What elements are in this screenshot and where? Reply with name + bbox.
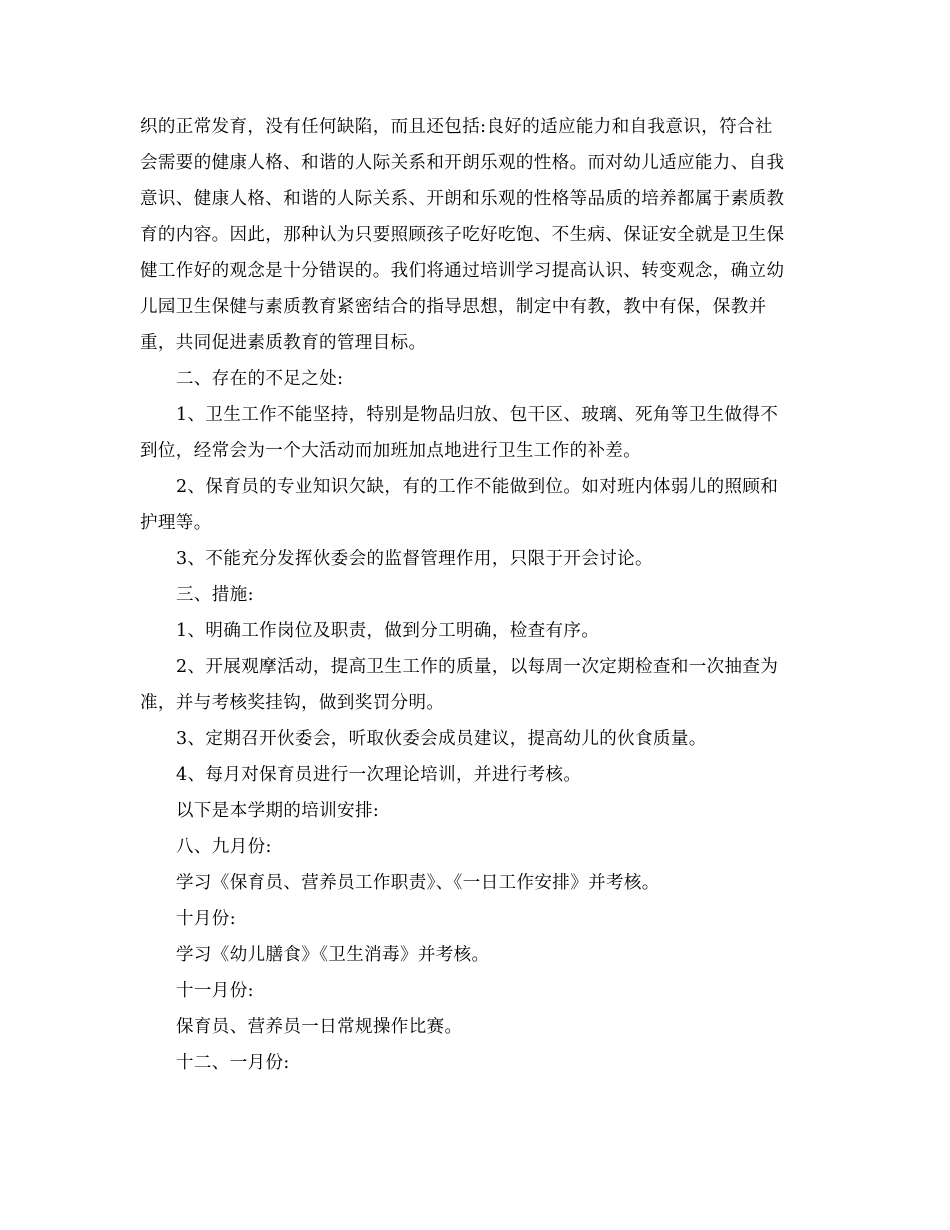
- schedule-content: 学习《幼儿膳食》《卫生消毒》并考核。: [176, 945, 490, 965]
- text-line: 到位，经常会为一个大活动而加班加点地进行卫生工作的补差。: [140, 441, 642, 461]
- section-heading: 二、存在的不足之处:: [176, 369, 344, 389]
- text-line: 会需要的健康人格、和谐的人际关系和开朗乐观的性格。而对幼儿适应能力、自我: [140, 153, 785, 173]
- text-line: 儿园卫生保健与素质教育紧密结合的指导思想，制定中有教，教中有保，保教并: [140, 297, 767, 317]
- text-line: 1、卫生工作不能坚持，特别是物品归放、包干区、玻璃、死角等卫生做得不: [176, 405, 779, 425]
- text-line: 织的正常发育，没有任何缺陷，而且还包括:良好的适应能力和自我意识，符合社: [140, 117, 773, 137]
- text-line: 2、开展观摩活动，提高卫生工作的质量，以每周一次定期检查和一次抽查为: [176, 657, 779, 677]
- section-heading: 三、措施:: [176, 585, 254, 605]
- text-line: 2、保育员的专业知识欠缺，有的工作不能做到位。如对班内体弱儿的照顾和: [176, 477, 779, 497]
- schedule-month: 八、九月份:: [176, 837, 272, 857]
- text-line: 健工作好的观念是十分错误的。我们将通过培训学习提高认识、转变观念，确立幼: [140, 261, 785, 281]
- text-line: 育的内容。因此，那种认为只要照顾孩子吃好吃饱、不生病、保证安全就是卫生保: [140, 225, 785, 245]
- text-line: 4、每月对保育员进行一次理论培训，并进行考核。: [176, 765, 582, 785]
- text-line: 3、定期召开伙委会，听取伙委会成员建议，提高幼儿的伙食质量。: [176, 729, 707, 749]
- text-line: 意识、健康人格、和谐的人际关系、开朗和乐观的性格等品质的培养都属于素质教: [140, 189, 785, 209]
- text-line: 以下是本学期的培训安排:: [176, 801, 380, 821]
- text-line: 3、不能充分发挥伙委会的监督管理作用，只限于开会讨论。: [176, 549, 653, 569]
- schedule-content: 保育员、营养员一日常规操作比赛。: [176, 1017, 463, 1037]
- text-line: 1、明确工作岗位及职责，做到分工明确，检查有序。: [176, 621, 600, 641]
- text-line: 准，并与考核奖挂钩，做到奖罚分明。: [140, 693, 445, 713]
- text-line: 护理等。: [140, 513, 212, 533]
- schedule-month: 十一月份:: [176, 981, 254, 1001]
- text-line: 重，共同促进素质教育的管理目标。: [140, 333, 427, 353]
- schedule-month: 十月份:: [176, 909, 236, 929]
- schedule-month: 十二、一月份:: [176, 1053, 290, 1073]
- schedule-content: 学习《保育员、营养员工作职责》、《一日工作安排》并考核。: [176, 873, 660, 893]
